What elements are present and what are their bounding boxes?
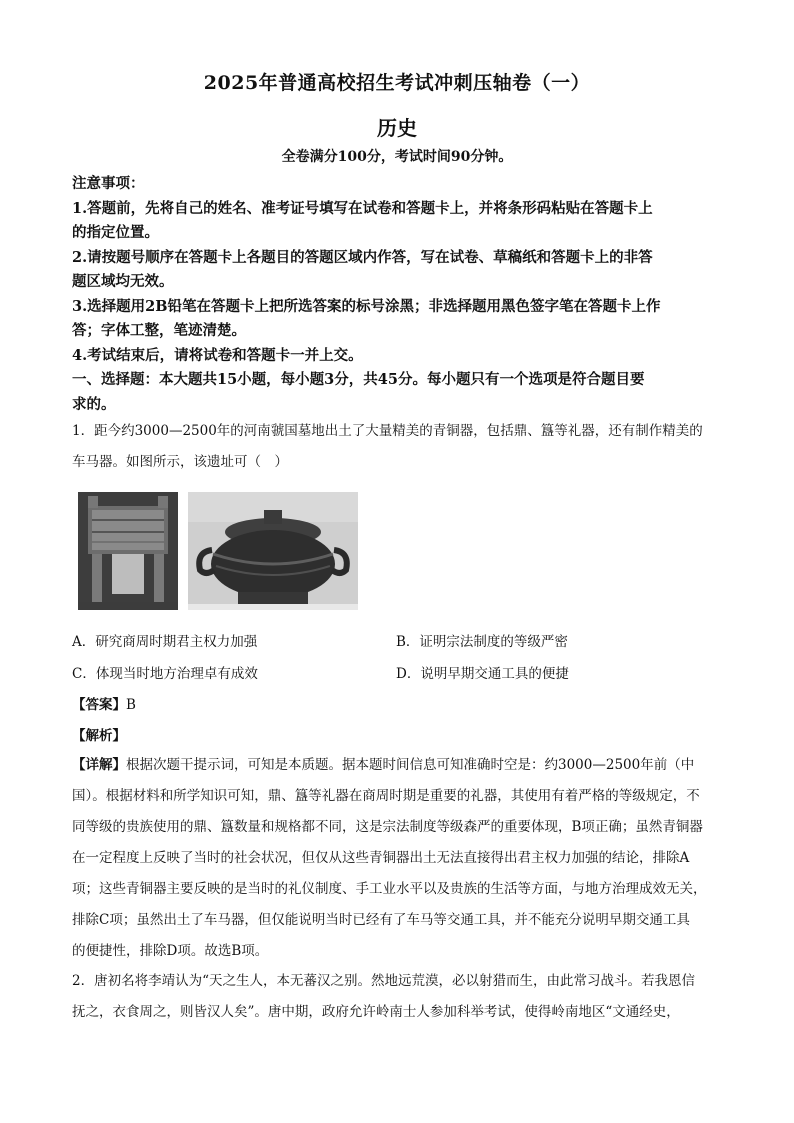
detail-line: 在一定程度上反映了当时的社会状况，但仅从这些青铜器出土无法直接得出君主权力加强的结论，排除A bbox=[72, 850, 690, 866]
question-line: 车马器。如图所示，该遗址可（ ） bbox=[72, 454, 288, 470]
question-1-figures bbox=[78, 492, 368, 610]
analysis-line bbox=[72, 724, 126, 744]
answer-line bbox=[72, 693, 136, 713]
instruction-line: 答；字体工整，笔迹清楚。 bbox=[72, 322, 246, 339]
answer-value: B bbox=[126, 697, 136, 713]
option-c: C．体现当时地方治理卓有成效 bbox=[72, 666, 258, 682]
detail-tag: 【详解】 bbox=[72, 757, 126, 773]
instruction-line: 2.请按题号顺序在答题卡上各题目的答题区域内作答，写在试卷、草稿纸和答题卡上的非答 bbox=[72, 248, 653, 266]
section-heading: 一、选择题：本大题共15小题，每小题3分，共45分。每小题只有一个选项是符合题目要 bbox=[72, 371, 645, 388]
instruction-line: 3.选择题用2B铅笔在答题卡上把所选答案的标号涂黑；非选择题用黑色签字笔在答题卡上作 bbox=[72, 297, 661, 315]
detail-line: 国）。根据材料和所学知识可知，鼎、簋等礼器在商周时期是重要的礼器，其使用有着严格的等级规定，不 bbox=[72, 788, 700, 804]
exam-meta: 全卷满分100分，考试时间90分钟。 bbox=[281, 149, 513, 165]
answer-tag: 【答案】 bbox=[72, 697, 126, 713]
instructions bbox=[72, 172, 732, 417]
instruction-line: 题区域均无效。 bbox=[72, 273, 174, 290]
subject-title: 历史 bbox=[377, 116, 417, 140]
bronze-ding-photo-icon bbox=[78, 492, 178, 610]
detail-line: 排除C项；虽然出土了车马器，但仅能说明当时已经有了车马等交通工具，并不能充分说明早期交通工具 bbox=[72, 912, 690, 928]
detail-line: 项；这些青铜器主要反映的是当时的礼仪制度、手工业水平以及贵族的生活等方面，与地方治理成效无关， bbox=[72, 881, 707, 897]
instruction-line: 1.答题前，先将自己的姓名、准考证号填写在试卷和答题卡上，并将条形码粘贴在答题卡上 bbox=[72, 199, 653, 217]
instruction-line: 的指定位置。 bbox=[72, 224, 159, 241]
bronze-photos bbox=[78, 492, 368, 612]
option-d: D．说明早期交通工具的便捷 bbox=[396, 666, 569, 682]
question-1-stem bbox=[72, 416, 736, 478]
section-heading: 求的。 bbox=[72, 395, 116, 413]
instruction-line: 4.考试结束后，请将试卷和答题卡一并上交。 bbox=[72, 346, 363, 364]
page-title: 2025年普通高校招生考试冲刺压轴卷（一） bbox=[203, 72, 591, 94]
detail-line: 根据次题干提示词，可知是本质题。据本题时间信息可知准确时空是：约3000—2500年前（中 bbox=[126, 757, 695, 773]
option-a: A．研究商周时期君主权力加强 bbox=[72, 634, 258, 650]
detail-line: 同等级的贵族使用的鼎、簋数量和规格都不同，这是宗法制度等级森严的重要体现，B项正确；虽然青铜器 bbox=[72, 819, 703, 835]
question-2-stem bbox=[72, 966, 736, 1028]
analysis-tag: 【解析】 bbox=[72, 728, 126, 744]
question-line: 2．唐初名将李靖认为“天之生人，本无蕃汉之别。然地远荒漠，必以射猎而生，由此常习战斗。若我恩信 bbox=[72, 973, 695, 989]
question-line: 1．距今约3000—2500年的河南虢国墓地出土了大量精美的青铜器，包括鼎、簋等礼器，还有制作精美的 bbox=[72, 423, 703, 439]
option-b: B．证明宗法制度的等级严密 bbox=[396, 634, 568, 650]
bronze-gui-photo-icon bbox=[188, 492, 358, 610]
detail-line: 的便捷性，排除D项。故选B项。 bbox=[72, 943, 269, 959]
question-line: 抚之，衣食周之，则皆汉人矣”。唐中期，政府允许岭南士人参加科举考试，使得岭南地区“文通经史， bbox=[72, 1004, 680, 1020]
detail-explanation bbox=[72, 750, 736, 967]
instructions-heading: 注意事项： bbox=[72, 175, 145, 192]
